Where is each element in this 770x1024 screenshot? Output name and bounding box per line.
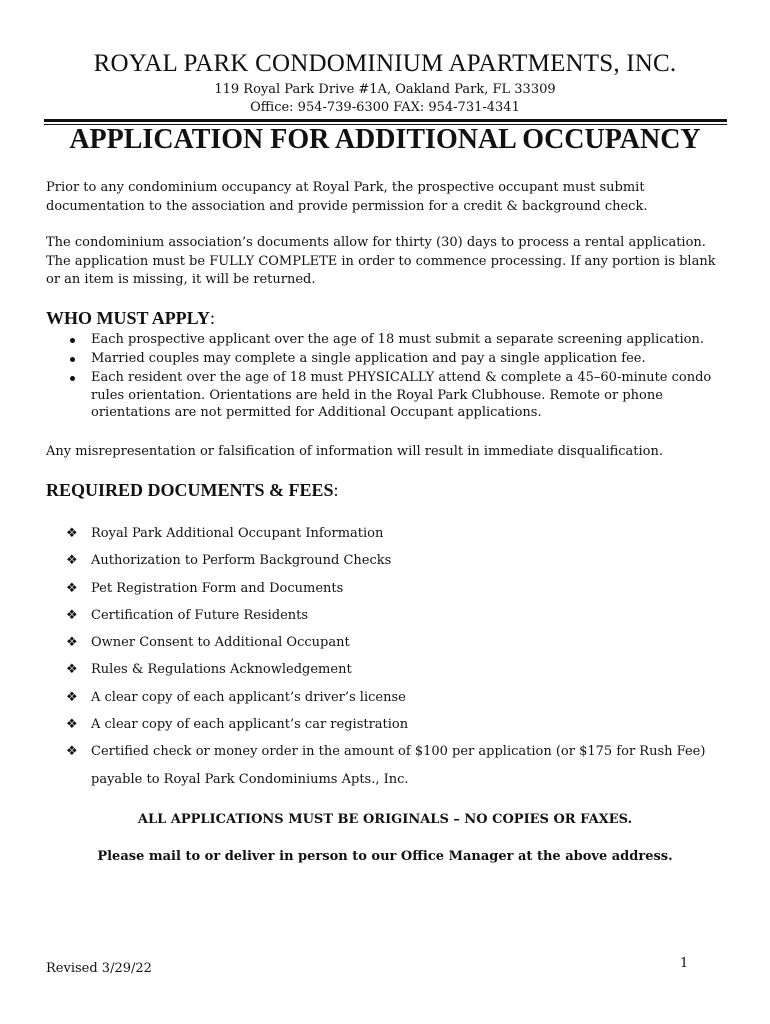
list-item	[46, 738, 726, 793]
list-item-text: Royal Park Additional Occupant Information	[91, 526, 384, 541]
list-item-text: A clear copy of each applicant’s car registration	[91, 717, 409, 733]
list-item-text: Each prospective applicant over the age of 18 must submit a separate screening application.	[91, 332, 704, 347]
list-item-text: Certification of Future Residents	[91, 607, 309, 623]
list-item-text: Married couples may complete a single application and pay a single application fee.	[91, 351, 646, 366]
list-item	[46, 575, 726, 602]
four-diamond-icon: ❖	[66, 580, 78, 596]
list-item-text: Authorization to Perform Background Checks	[91, 553, 392, 569]
list-item-text: Each resident over the age of 18 must PHYSICALLY attend & complete a 45–60-minute condo rules orientation. Orientations are held in the Royal Park Clubhouse. Remote or phone orientations are not permitted for Additional Occupant applications.	[91, 370, 712, 420]
bullet-icon	[70, 338, 75, 343]
four-diamond-icon: ❖	[66, 689, 78, 705]
who-must-apply-heading	[46, 308, 215, 329]
list-item-text: Rules & Regulations Acknowledgement	[91, 662, 352, 678]
list-item	[46, 629, 726, 656]
originals-notice: ALL APPLICATIONS MUST BE ORIGINALS – NO COPIES OR FAXES.	[137, 812, 633, 827]
list-item	[46, 656, 726, 683]
revision-date: Revised 3/29/22	[46, 961, 152, 976]
misrepresentation-notice: Any misrepresentation or falsification of information will result in immediate disqualification.	[46, 444, 664, 459]
who-must-apply-heading-text: WHO MUST APPLY	[46, 308, 211, 328]
list-item-text: Pet Registration Form and Documents	[91, 580, 344, 596]
list-item-text: Certified check or money order in the amount of $100 per application (or $175 for Rush Fee) payable to Royal Park Condominiums Apts., Inc.	[91, 744, 706, 787]
list-item	[46, 547, 726, 574]
list-item	[46, 711, 726, 738]
four-diamond-icon: ❖	[66, 553, 78, 569]
page-number: 1	[680, 956, 689, 971]
four-diamond-icon: ❖	[66, 717, 78, 733]
four-diamond-icon: ❖	[66, 526, 78, 541]
document-title: APPLICATION FOR ADDITIONAL OCCUPANCY	[69, 124, 701, 155]
who-must-apply-heading-colon: :	[210, 308, 216, 328]
list-item	[46, 350, 726, 368]
four-diamond-icon: ❖	[66, 635, 78, 651]
required-documents-list	[46, 520, 726, 793]
bullet-icon	[70, 357, 75, 362]
intro-paragraph-2: The condominium association’s documents allow for thirty (30) days to process a rental application. The application must be FULLY COMPLETE in order to commence processing. If any portion is blank or an item is missing, it will be returned.	[46, 235, 716, 287]
list-item	[46, 331, 726, 349]
organization-contact: Office: 954-739-6300 FAX: 954-731-4341	[250, 100, 520, 115]
mail-instructions: Please mail to or deliver in person to our Office Manager at the above address.	[97, 849, 673, 864]
intro-paragraph-1: Prior to any condominium occupancy at Royal Park, the prospective occupant must submit documentation to the association and provide permission for a credit & background check.	[46, 180, 648, 214]
organization-name: ROYAL PARK CONDOMINIUM APARTMENTS, INC.	[93, 50, 677, 77]
four-diamond-icon: ❖	[66, 744, 78, 760]
list-item	[46, 369, 726, 422]
bullet-icon	[70, 376, 75, 381]
list-item	[46, 602, 726, 629]
header-rule-thick	[44, 119, 727, 122]
required-documents-heading-text: REQUIRED DOCUMENTS & FEES	[46, 480, 334, 500]
list-item-text: A clear copy of each applicant’s driver’s license	[91, 689, 406, 705]
four-diamond-icon: ❖	[66, 662, 78, 678]
four-diamond-icon: ❖	[66, 607, 78, 623]
list-item	[46, 684, 726, 711]
organization-address: 119 Royal Park Drive #1A, Oakland Park, FL 33309	[214, 82, 556, 97]
list-item-text: Owner Consent to Additional Occupant	[91, 635, 350, 651]
list-item	[46, 520, 726, 547]
required-documents-heading-colon: :	[333, 480, 339, 500]
who-must-apply-list	[46, 331, 726, 423]
required-documents-heading	[46, 480, 339, 501]
